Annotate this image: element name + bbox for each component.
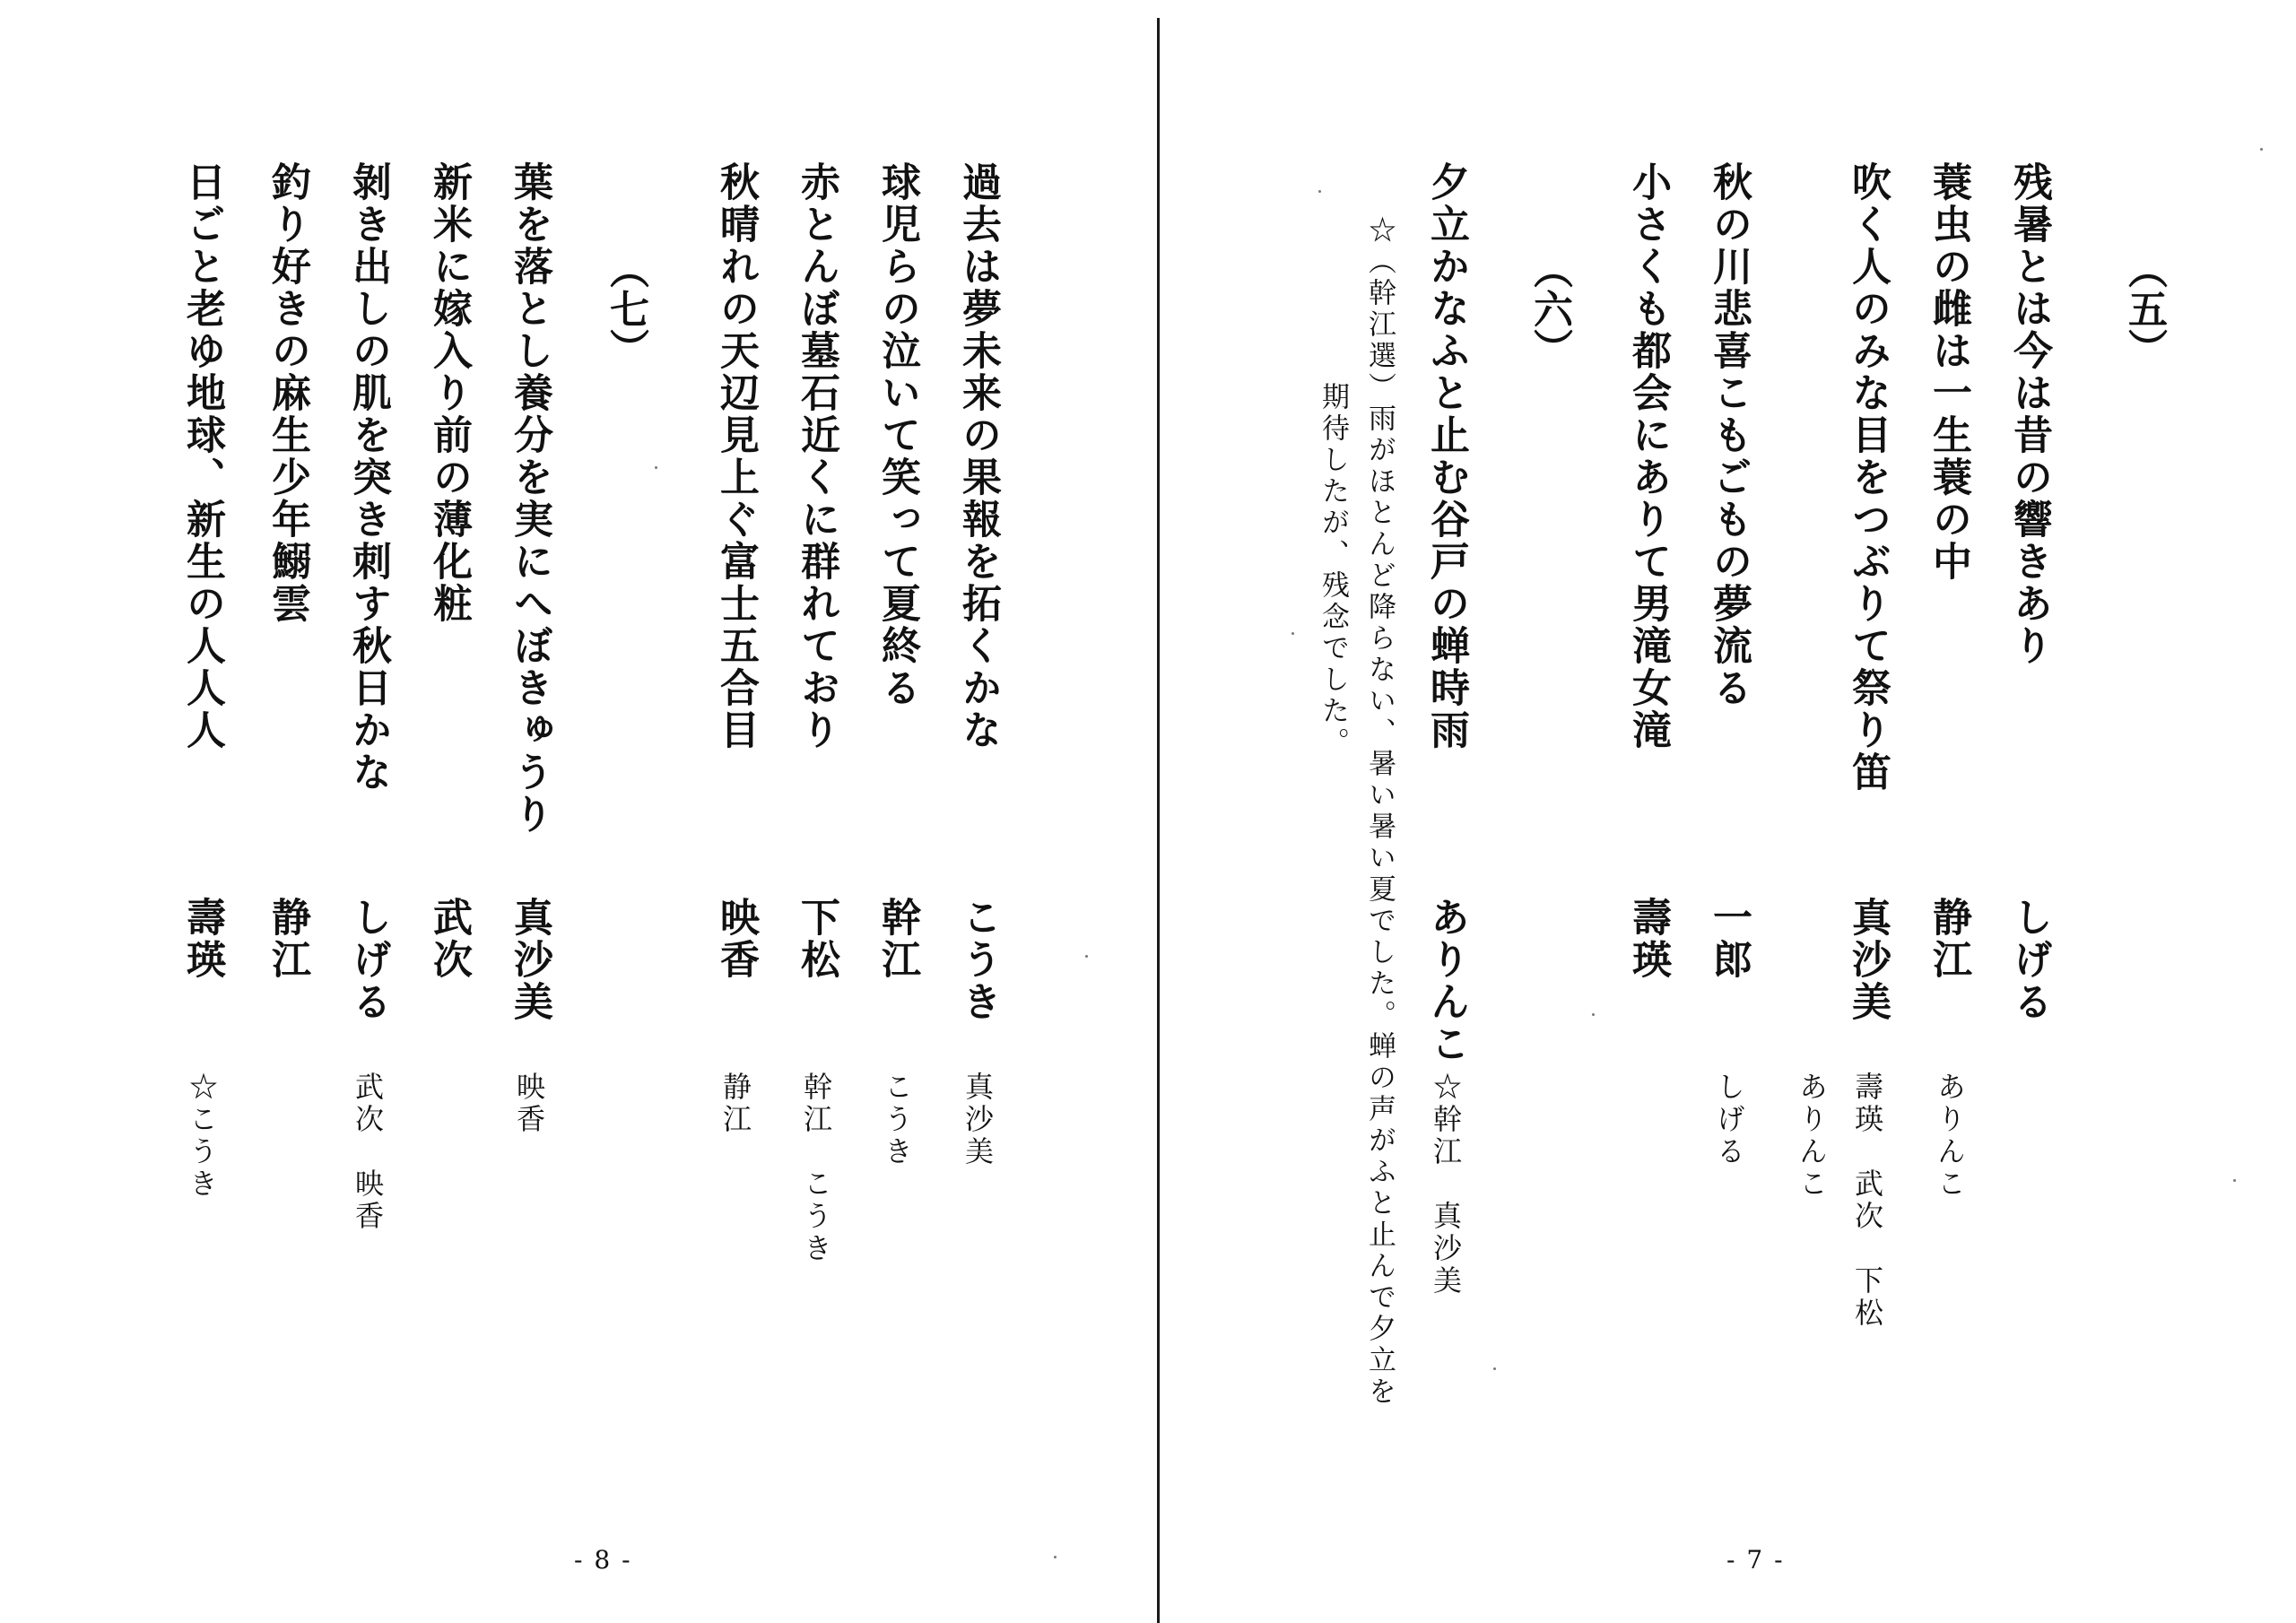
poem-author: 真沙美 xyxy=(507,897,552,1023)
scan-speck xyxy=(1292,632,1294,635)
selector-comment-continued: 期待したが、残念でした。 xyxy=(1317,382,1349,759)
scan-speck xyxy=(655,466,657,469)
poem-text: 小さくも都会にありて男滝女滝 xyxy=(1625,161,1671,751)
poem-votes: ☆幹江 真沙美 xyxy=(1429,1072,1463,1298)
poem-text: 剝き出しの肌を突き刺す秋日かな xyxy=(345,161,391,794)
poem-votes-continued: ありんこ xyxy=(1795,1072,1829,1201)
page-number: - 7 - xyxy=(1726,1545,1785,1575)
poem-text: 球児らの泣いて笑って夏終る xyxy=(874,161,920,709)
poem-text: 吹く人のみな目をつぶりて祭り笛 xyxy=(1845,161,1891,794)
poem-author: 壽瑛 xyxy=(1625,897,1671,981)
poem-text: 過去は夢未来の果報を拓くかな xyxy=(955,161,1001,751)
section-heading-7: （七） xyxy=(603,249,648,368)
poem-author: 映香 xyxy=(713,897,759,981)
poem-author: 壽瑛 xyxy=(179,897,225,981)
section-heading-6: （六） xyxy=(1526,249,1572,368)
poem-author: 一郎 xyxy=(1706,897,1752,981)
poem-votes: しげる xyxy=(1712,1072,1746,1168)
poem-author: 幹江 xyxy=(874,897,920,981)
poem-author: 武次 xyxy=(426,897,472,981)
poem-votes: ☆こうき xyxy=(185,1072,219,1201)
poem-text: 葉を落とし養分を実にへぼきゅうり xyxy=(507,161,552,836)
poem-author: ありんこ xyxy=(1423,897,1469,1065)
poem-author: 下松 xyxy=(794,897,839,981)
poem-text: 秋の川悲喜こもごもの夢流る xyxy=(1706,161,1752,709)
poem-text: 新米に嫁入り前の薄化粧 xyxy=(426,161,472,625)
poem-author: しげる xyxy=(345,897,391,1023)
poem-votes: 静江 xyxy=(718,1072,752,1136)
scan-speck xyxy=(1318,190,1321,193)
scan-speck xyxy=(1493,1367,1496,1370)
section-heading-5: （五） xyxy=(2121,249,2167,368)
poem-votes: ありんこ xyxy=(1933,1072,1967,1201)
poem-author: 静江 xyxy=(265,897,310,981)
scan-speck xyxy=(1592,1013,1595,1016)
scan-speck xyxy=(2260,148,2263,151)
scan-speck xyxy=(1054,1556,1057,1558)
scan-speck xyxy=(1085,955,1088,958)
poem-text: 秋晴れの天辺見上ぐ富士五合目 xyxy=(713,161,759,751)
poem-author: 静江 xyxy=(1926,897,1971,981)
poem-votes: 幹江 こうき xyxy=(799,1072,833,1265)
poem-text: 蓑虫の雌は一生蓑の中 xyxy=(1926,161,1971,583)
poem-author: こうき xyxy=(955,897,1001,1023)
poem-votes: 壽瑛 武次 下松 xyxy=(1850,1072,1884,1330)
poem-author: しげる xyxy=(2006,897,2052,1023)
scan-speck xyxy=(2233,1179,2236,1182)
poem-votes: 映香 xyxy=(512,1072,546,1136)
poem-text: 残暑とは今は昔の響きあり xyxy=(2006,161,2052,667)
poem-text: 夕立かなふと止む谷戸の蝉時雨 xyxy=(1423,161,1469,751)
poem-text: 赤とんぼ墓石近くに群れており xyxy=(794,161,839,751)
page-number: - 8 - xyxy=(574,1545,632,1575)
selector-comment: ☆（幹江選）雨がほとんど降らない、暑い暑い夏でした。蝉の声がふと止んで夕立を xyxy=(1363,215,1396,1408)
poem-text: 日ごと老ゆ地球、新生の人人人 xyxy=(179,161,225,751)
poem-votes: 真沙美 xyxy=(961,1072,995,1168)
poem-votes: 武次 映香 xyxy=(351,1072,385,1233)
poem-text: 釣り好きの麻生少年鰯雲 xyxy=(265,161,310,625)
book-spine xyxy=(1157,18,1160,1623)
poem-votes: こうき xyxy=(880,1072,914,1168)
poem-author: 真沙美 xyxy=(1845,897,1891,1023)
